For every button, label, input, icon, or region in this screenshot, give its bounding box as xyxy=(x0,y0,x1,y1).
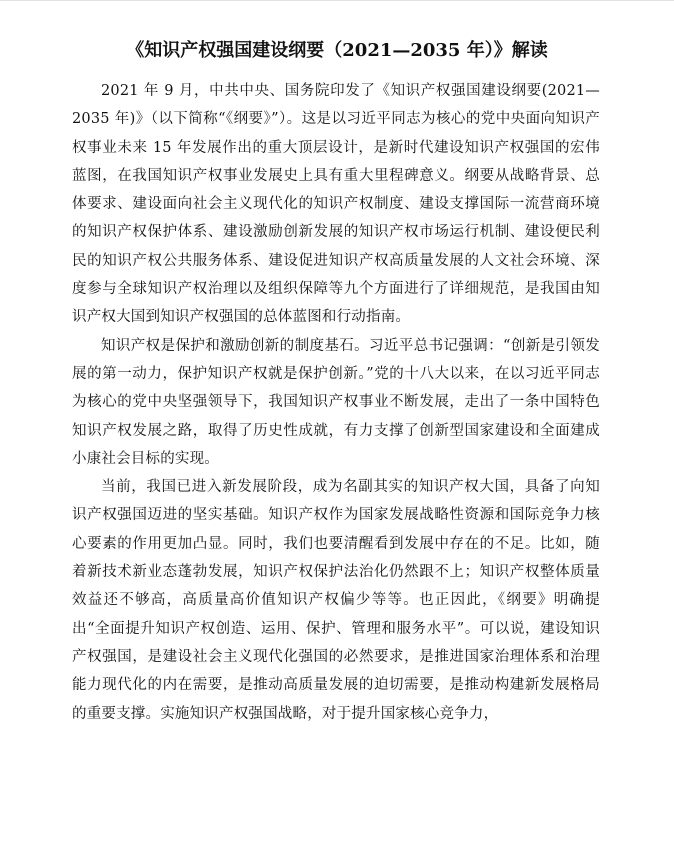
paragraph-1: 2021 年 9 月，中共中央、国务院印发了《知识产权强国建设纲要(2021—2035 年)》（以下简称“《纲要》”）。这是以习近平同志为核心的党中央面向知识产权事业未来 15 年发展作出的重大顶层设计，是新时代建设知识产权强国的宏伟蓝图，在我国知识产权事业发展史上具有重大里程碑意义。纲要从战略背景、总体要求、建设面向社会主义现代化的知识产权制度、建设支撑国际一流营商环境的知识产权保护体系、建设激励创新发展的知识产权市场运行机制、建设便民利民的知识产权公共服务体系、建设促进知识产权高质量发展的人文社会环境、深度参与全球知识产权治理以及组织保障等九个方面进行了详细规范，是我国由知识产权大国到知识产权强国的总体蓝图和行动指南。 xyxy=(72,83,600,326)
paragraph-3: 当前，我国已进入新发展阶段，成为名副其实的知识产权大国，具备了向知识产权强国迈进的坚实基础。知识产权作为国家发展战略性资源和国际竞争力核心要素的作用更加凸显。同时，我们也要清醒看到发展中存在的不足。比如，随着新技术新业态蓬勃发展，知识产权保护法治化仍然跟不上；知识产权整体质量效益还不够高，高质量高价值知识产权偏少等等。也正因此，《纲要》明确提出“全面提升知识产权创造、运用、保护、管理和服务水平”。可以说，建设知识产权强国，是建设社会主义现代化强国的必然要求，是推进国家治理体系和治理能力现代化的内在需要，是推动高质量发展的迫切需要，是推动构建新发展格局的重要支撑。实施知识产权强国战略，对于提升国家核心竞争力， xyxy=(72,479,600,722)
paragraph-2: 知识产权是保护和激励创新的制度基石。习近平总书记强调：“创新是引领发展的第一动力，保护知识产权就是保护创新。”党的十八大以来，在以习近平同志为核心的党中央坚强领导下，我国知识产权事业不断发展，走出了一条中国特色知识产权发展之路，取得了历史性成就，有力支撑了创新型国家建设和全面建成小康社会目标的实现。 xyxy=(72,337,600,467)
document-body xyxy=(72,77,600,728)
document-title: 《知识产权强国建设纲要（2021—2035 年）》解读 xyxy=(126,40,548,61)
